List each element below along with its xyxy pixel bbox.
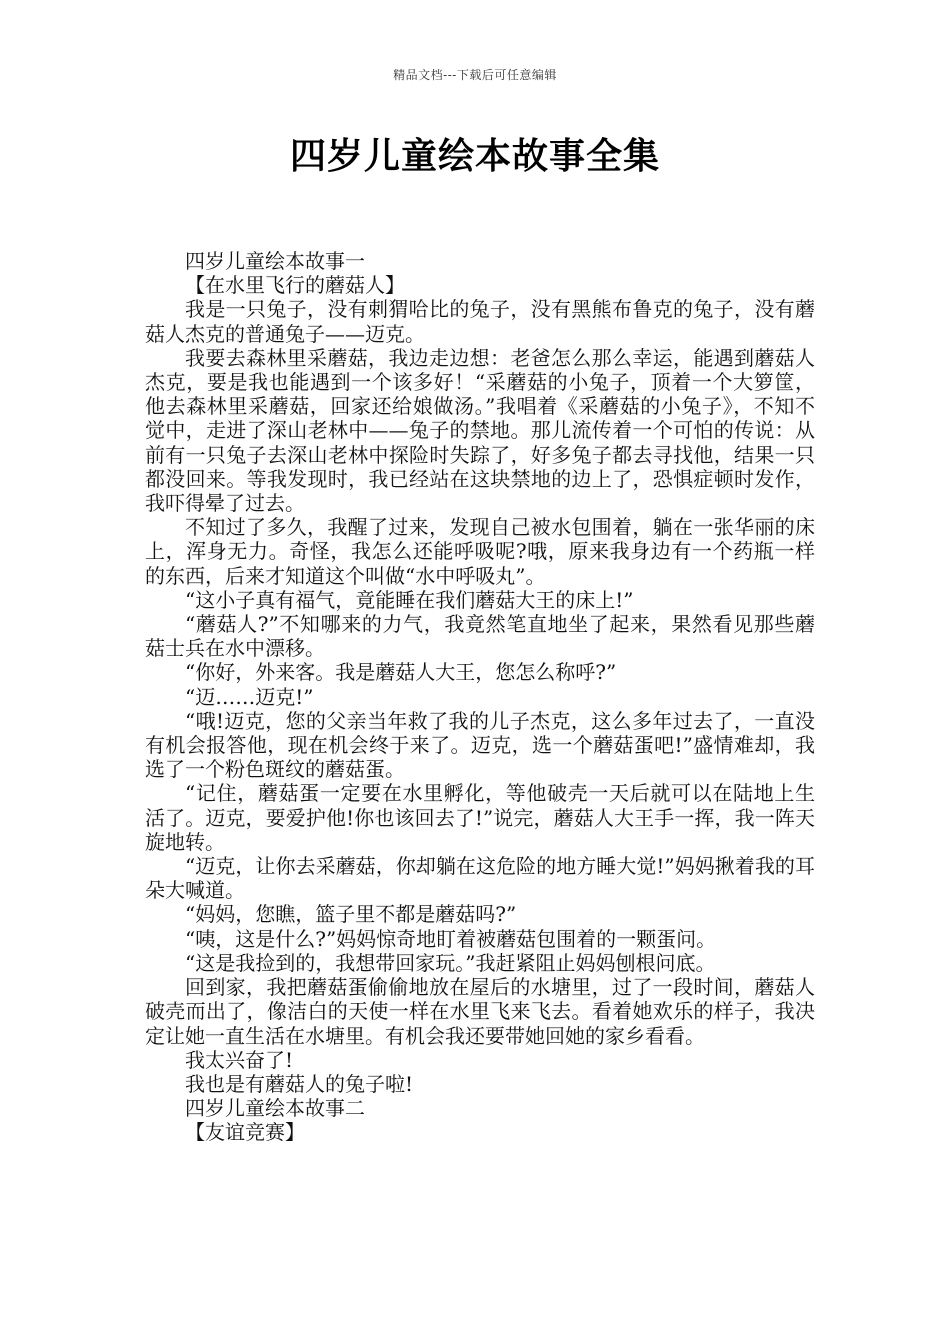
paragraph: “迈……迈克!” [185, 684, 314, 709]
story-title: 【在水里飞行的蘑菇人】 [185, 273, 405, 298]
story-title: 【友谊竞赛】 [185, 1120, 305, 1145]
paragraph: 不知过了多久，我醒了过来，发现自己被水包围着，躺在一张华丽的床上，浑身无力。奇怪，我怎么还能呼吸呢?哦，原来我身边有一个药瓶一样的东西，后来才知道这个叫做“水中呼吸丸”。 [145, 515, 815, 588]
paragraph: “这小子真有福气，竟能睡在我们蘑菇大王的床上!” [185, 587, 634, 612]
paragraph: 我要去森林里采蘑菇，我边走边想：老爸怎么那么幸运，能遇到蘑菇人杰克，要是我也能遇到一个该多好！“采蘑菇的小兔子，顶着一个大箩筐，他去森林里采蘑菇，回家还给娘做汤。”我唱着《采蘑菇的小兔子》，不知不觉中，走进了深山老林中——兔子的禁地。那儿流传着一个可怕的传说：从前有一只兔子去深山老林中探险时失踪了，好多兔子都去寻找他，结果一只都没回来。等我发现时，我已经站在这块禁地的边上了，恐惧症顿时发作，我吓得晕了过去。 [145, 345, 815, 516]
paragraph: “记住，蘑菇蛋一定要在水里孵化，等他破壳一天后就可以在陆地上生活了。迈克，要爱护他!你也该回去了!”说完，蘑菇人大王手一挥，我一阵天旋地转。 [145, 781, 815, 854]
paragraph: “妈妈，您瞧，篮子里不都是蘑菇吗?” [185, 902, 517, 927]
document-body [145, 249, 815, 1145]
document-title: 四岁儿童绘本故事全集 [289, 136, 660, 177]
paragraph: “蘑菇人?”不知哪来的力气，我竟然笔直地坐了起来，果然看见那些蘑菇士兵在水中漂移。 [145, 612, 815, 661]
paragraph: “哦!迈克，您的父亲当年救了我的儿子杰克，这么多年过去了，一直没有机会报答他，现在机会终于来了。迈克，选一个蘑菇蛋吧!”盛情难却，我选了一个粉色斑纹的蘑菇蛋。 [145, 708, 815, 782]
paragraph: 我太兴奋了! [185, 1047, 294, 1072]
paragraph: “这是我捡到的，我想带回家玩。”我赶紧阻止妈妈刨根问底。 [185, 950, 716, 975]
paragraph: “迈克，让你去采蘑菇，你却躺在这危险的地方睡大觉!”妈妈揪着我的耳朵大喊道。 [145, 854, 815, 903]
story-heading: 四岁儿童绘本故事二 [185, 1096, 365, 1121]
story-heading: 四岁儿童绘本故事一 [185, 249, 365, 273]
paragraph: 回到家，我把蘑菇蛋偷偷地放在屋后的水塘里，过了一段时间，蘑菇人破壳而出了，像洁白的天使一样在水里飞来飞去。看着她欢乐的样子，我决定让她一直生活在水塘里。有机会我还要带她回她的家乡看看。 [145, 975, 815, 1048]
paragraph: “你好，外来客。我是蘑菇人大王，您怎么称呼?” [185, 660, 617, 685]
header-note: 精品文档---下载后可任意编辑 [393, 68, 557, 82]
paragraph: 我是一只兔子，没有刺猬哈比的兔子，没有黑熊布鲁克的兔子，没有蘑菇人杰克的普通兔子——迈克。 [145, 297, 815, 346]
paragraph: “咦，这是什么?”妈妈惊奇地盯着被蘑菇包围着的一颗蛋问。 [185, 926, 717, 951]
paragraph: 我也是有蘑菇人的兔子啦! [185, 1071, 414, 1096]
